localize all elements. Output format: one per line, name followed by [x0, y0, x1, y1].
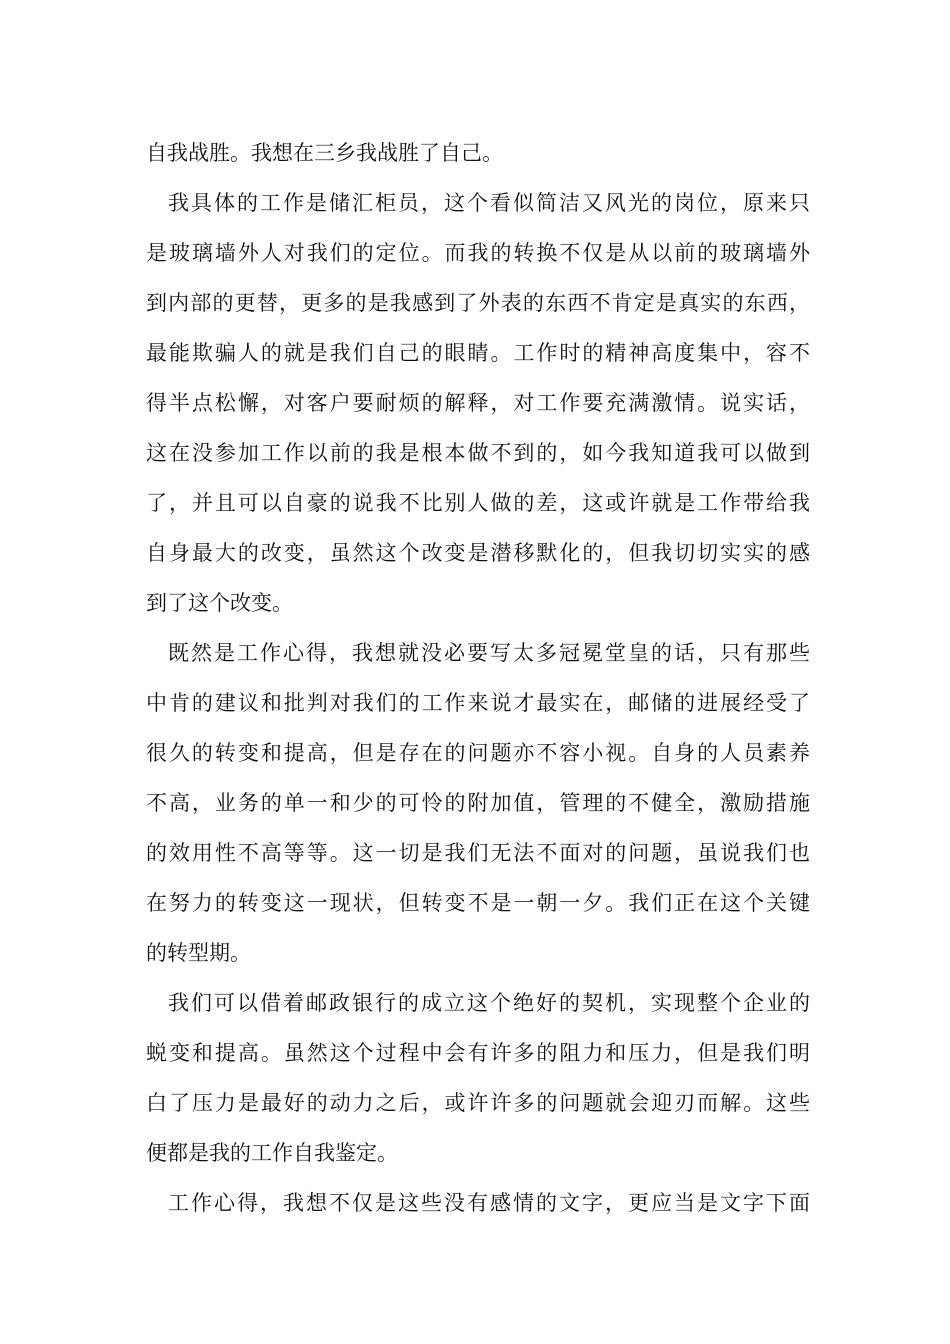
- text-line: 中肯的建议和批判对我们的工作来说才最实在，邮储的进展经受了: [146, 691, 810, 715]
- text-line: 的效用性不高等等。这一切是我们无法不面对的问题，虽说我们也: [146, 841, 810, 865]
- text-line: 是玻璃墙外人对我们的定位。而我的转换不仅是从以前的玻璃墙外: [146, 241, 810, 265]
- text-line: 自身最大的改变，虽然这个改变是潜移默化的，但我切切实实的感: [146, 541, 810, 565]
- text-line: 在努力的转变这一现状，但转变不是一朝一夕。我们正在这个关键: [146, 891, 810, 915]
- text-line: 这在没参加工作以前的我是根本做不到的，如今我知道我可以做到: [146, 441, 810, 465]
- text-line: 自我战胜。我想在三乡我战胜了自己。: [146, 141, 503, 165]
- text-line: 得半点松懈，对客户要耐烦的解释，对工作要充满激情。说实话，: [146, 391, 810, 415]
- document-body: [146, 133, 810, 1233]
- text-line: 很久的转变和提高，但是存在的问题亦不容小视。自身的人员素养: [146, 741, 810, 765]
- text-line: 不高，业务的单一和少的可怜的附加值，管理的不健全，激励措施: [146, 791, 810, 815]
- text-line: 便都是我的工作自我鉴定。: [146, 1141, 398, 1165]
- text-line: 白了压力是最好的动力之后，或许许多的问题就会迎刃而解。这些: [146, 1091, 810, 1115]
- text-line: 工作心得，我想不仅是这些没有感情的文字，更应当是文字下面: [168, 1191, 810, 1215]
- text-line: 到内部的更替，更多的是我感到了外表的东西不肯定是真实的东西，: [146, 291, 810, 315]
- text-line: 的转型期。: [146, 941, 251, 965]
- text-line: 最能欺骗人的就是我们自己的眼睛。工作时的精神高度集中，容不: [146, 341, 810, 365]
- text-line: 到了这个改变。: [146, 591, 293, 615]
- text-line: 我们可以借着邮政银行的成立这个绝好的契机，实现整个企业的: [168, 991, 810, 1015]
- text-line: 蜕变和提高。虽然这个过程中会有许多的阻力和压力，但是我们明: [146, 1041, 810, 1065]
- text-line: 我具体的工作是储汇柜员，这个看似简洁又风光的岗位，原来只: [168, 191, 810, 215]
- text-line: 了，并且可以自豪的说我不比别人做的差，这或许就是工作带给我: [146, 491, 810, 515]
- text-line: 既然是工作心得，我想就没必要写太多冠冕堂皇的话，只有那些: [168, 641, 810, 665]
